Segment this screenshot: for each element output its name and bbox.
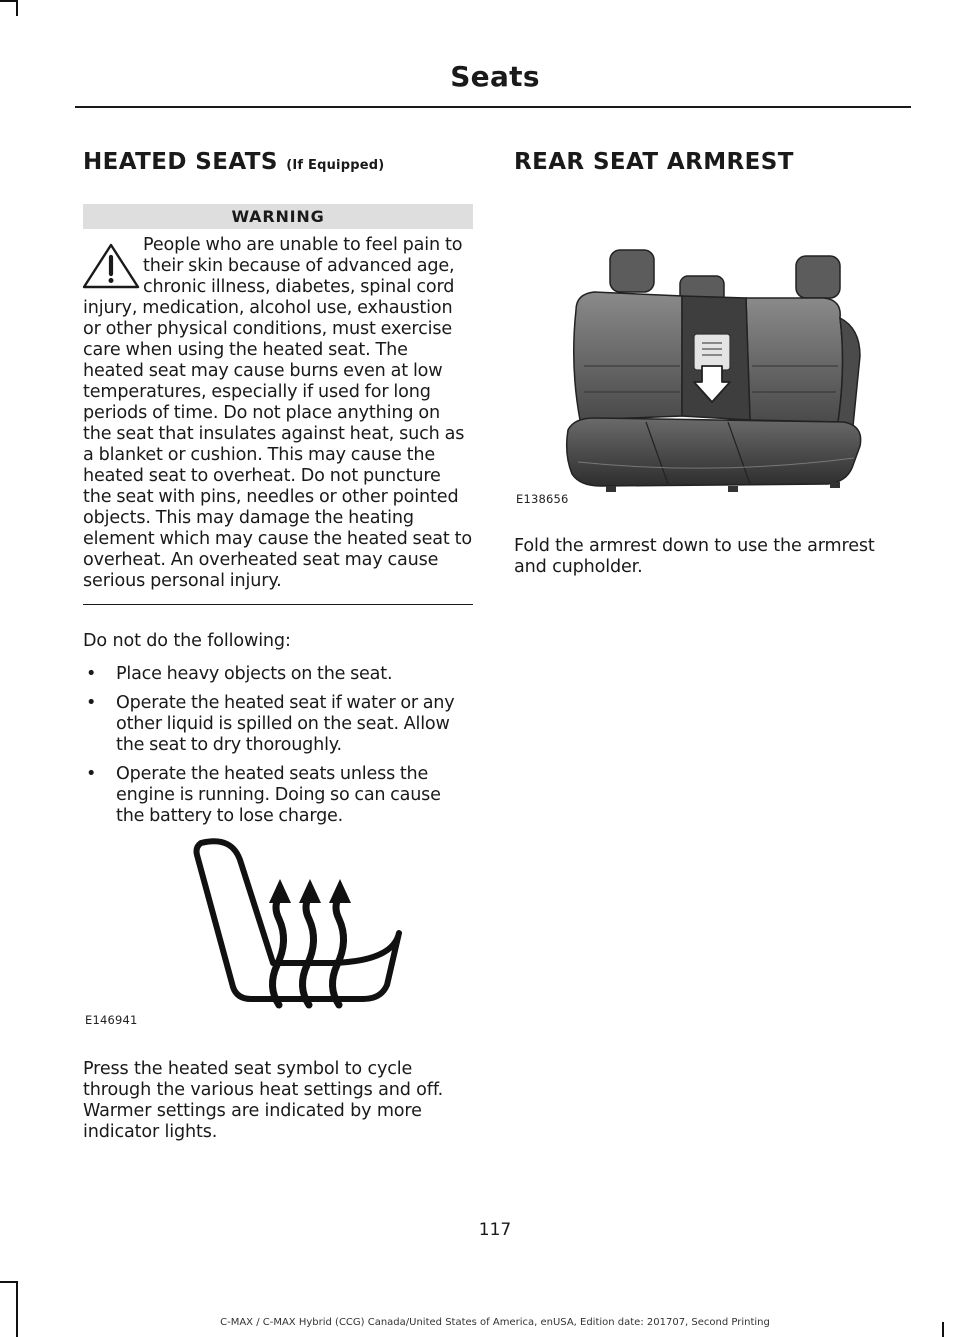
list-item: • Operate the heated seat if water or any other liquid is spilled on the seat. Allow the seat to dry thoroughly. xyxy=(83,693,473,756)
page-number: 117 xyxy=(478,1220,512,1240)
list-item: • Operate the heated seats unless the engine is running. Doing so can cause the battery to lose charge. xyxy=(83,764,473,827)
do-not-intro: Do not do the following: xyxy=(83,631,291,651)
rear-seat-armrest-illustration xyxy=(514,206,910,506)
crop-mark xyxy=(0,1281,16,1283)
rear-armrest-description: Fold the armrest down to use the armrest and cupholder. xyxy=(514,536,875,577)
figure-code: E138656 xyxy=(516,492,569,506)
warning-box xyxy=(83,235,473,605)
footer-edition-text: C-MAX / C-MAX Hybrid (CCG) Canada/United States of America, enUSA, Edition date: 201707, Second Printing xyxy=(220,1317,770,1328)
page-header-title: Seats xyxy=(450,60,540,93)
list-item: • Place heavy objects on the seat. xyxy=(83,664,473,685)
heated-seat-figure xyxy=(83,837,473,1043)
rear-seat-figure xyxy=(514,206,910,524)
rear-armrest-heading: REAR SEAT ARMREST xyxy=(514,149,794,175)
heated-seats-title-suffix: (If Equipped) xyxy=(286,158,385,173)
warning-text: People who are unable to feel pain to their skin because of advanced age, chronic illness, diabetes, spinal cord injury, medication, alcohol use, exhaustion or other physical conditions, must exercise care when using the heated seat. The heated seat may cause burns even at low temperatures, especially if used for long periods of time. Do not place anything on the seat that insulates against heat, such as a blanket or cushion. This may cause the heated seat to overheat. Do not puncture the seat with pins, needles or other pointed objects. This may damage the heating element which may cause the heated seat to overheat. An overheated seat may cause serious personal injury. xyxy=(83,235,472,591)
left-column xyxy=(83,142,473,1143)
figure-code: E146941 xyxy=(85,1013,138,1027)
do-not-list xyxy=(83,664,473,827)
right-column xyxy=(514,142,910,578)
warning-label: WARNING xyxy=(83,204,473,229)
heated-seats-title: HEATED SEATS xyxy=(83,149,278,175)
crop-mark xyxy=(0,0,16,2)
heated-seat-symbol-icon xyxy=(83,837,473,1022)
warning-triangle-icon xyxy=(81,241,141,291)
crop-mark xyxy=(16,1281,18,1337)
heated-seats-heading xyxy=(83,142,473,186)
header-divider xyxy=(75,106,911,108)
crop-mark xyxy=(16,0,18,16)
heated-seats-description: Press the heated seat symbol to cycle through the various heat settings and off. Warmer settings are indicated by more indicator lights. xyxy=(83,1059,444,1142)
